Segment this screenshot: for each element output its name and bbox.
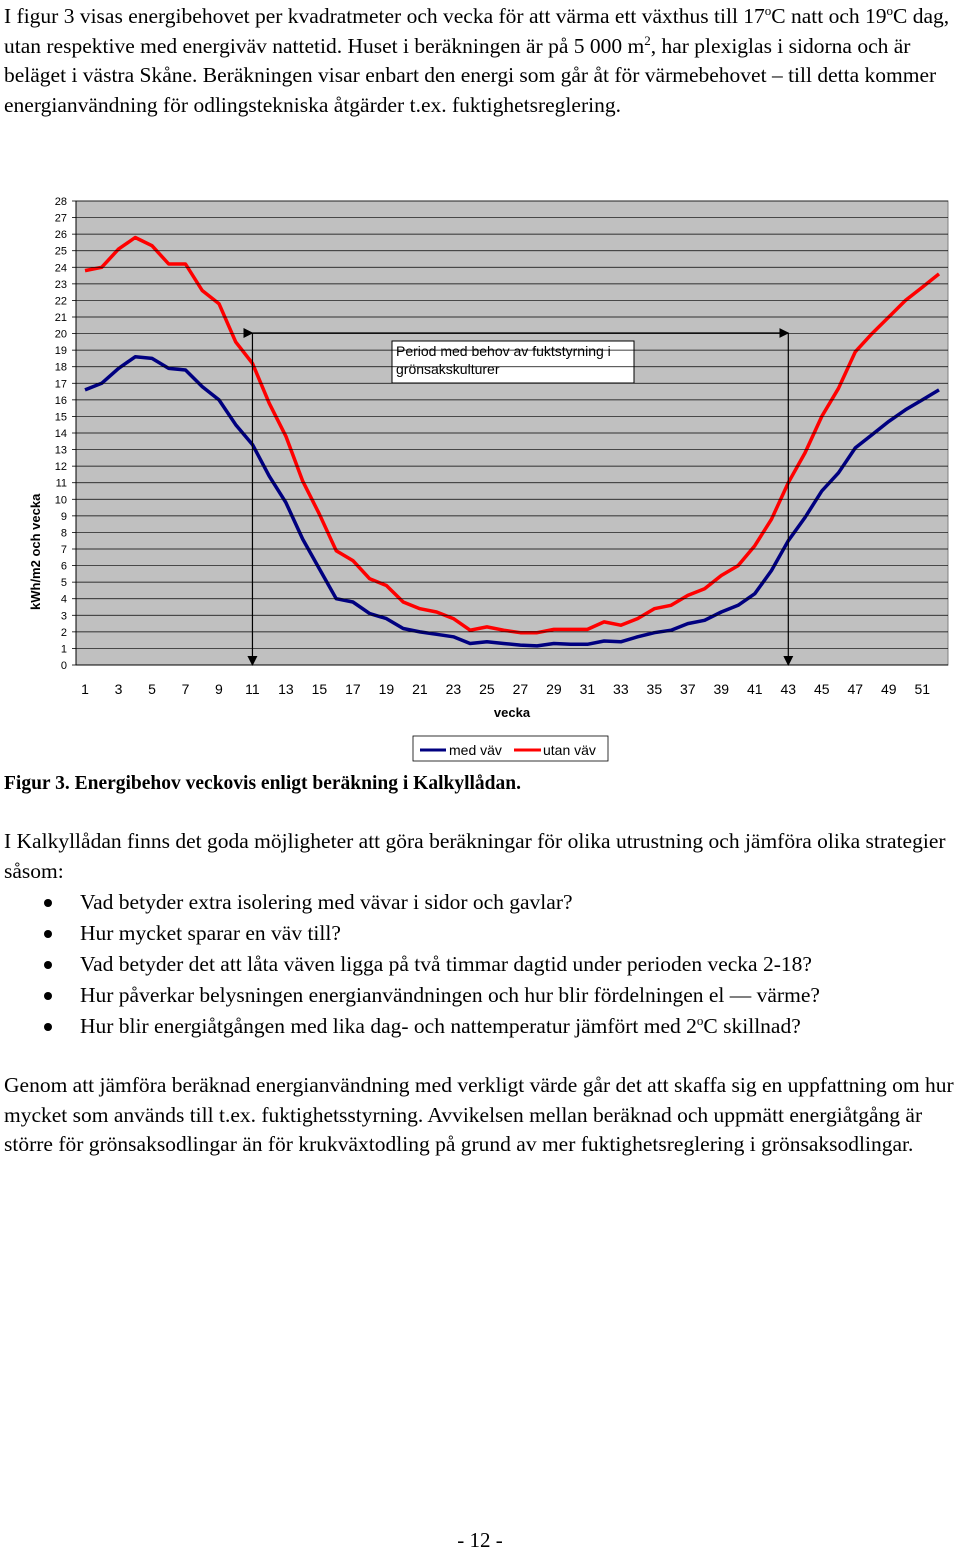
list-item-text: Vad betyder det att låta väven ligga på två timmar dagtid under perioden vecka 2-18? xyxy=(80,952,812,976)
x-tick-label: 13 xyxy=(278,681,294,697)
y-tick-label: 7 xyxy=(60,544,67,556)
x-axis-label: vecka xyxy=(493,705,531,720)
y-tick-label: 18 xyxy=(54,361,67,374)
conclusion-paragraph: Genom att jämföra beräknad energianvändning med verkligt värde går det att skaffa sig en uppfattning om hur mycket som används till t.ex. fuktighetsstyrning. Avvikelsen mellan beräknad och uppmätt energiåtgång är större för grönsaksodlingar än för krukväxtodling på grund av mer fuktighetsreglering i grönsaksodlingar. xyxy=(4,1073,954,1156)
y-tick-label: 8 xyxy=(60,527,67,540)
x-tick-label: 11 xyxy=(245,681,260,697)
y-axis-label: kWh/m2 och vecka xyxy=(28,493,43,610)
x-tick-label: 41 xyxy=(747,681,763,697)
list-item xyxy=(0,918,960,949)
legend xyxy=(413,736,608,761)
list-item xyxy=(0,980,960,1011)
bullet-icon xyxy=(44,1023,52,1031)
superscript: o xyxy=(886,3,894,18)
y-tick-label: 9 xyxy=(60,510,67,523)
y-tick-label: 15 xyxy=(54,411,67,424)
y-tick-label: 22 xyxy=(54,295,67,308)
x-tick-label: 35 xyxy=(646,681,663,697)
y-tick-label: 2 xyxy=(60,626,67,639)
y-tick-label: 26 xyxy=(54,229,67,242)
y-tick-label: 3 xyxy=(60,610,67,623)
y-tick-label: 12 xyxy=(54,461,67,474)
superscript: 2 xyxy=(644,32,651,48)
y-tick-label: 10 xyxy=(54,494,67,507)
y-tick-label: 25 xyxy=(54,245,67,258)
superscript: o xyxy=(696,1013,704,1028)
annotation-box xyxy=(392,341,634,384)
y-tick-label: 19 xyxy=(54,345,67,358)
intro-text-part: , har plexiglas i sidorna och är beläget i västra Skåne. Beräkningen visar enbart den energi som går åt för värmebehovet – till detta kommer energianvändning för odlingstekniska åtgärder t.ex. fuktighetsreglering. xyxy=(4,33,937,117)
x-tick-label: 43 xyxy=(780,681,797,697)
y-tick-label: 5 xyxy=(60,577,67,590)
y-tick-label: 28 xyxy=(54,196,67,208)
x-tick-label: 23 xyxy=(445,681,462,697)
x-tick-label: 3 xyxy=(114,681,123,697)
question-list xyxy=(0,887,960,1042)
x-tick-label: 45 xyxy=(813,681,830,697)
y-tick-label: 13 xyxy=(54,444,67,457)
x-tick-label: 19 xyxy=(378,681,395,697)
x-tick-label: 29 xyxy=(546,681,562,697)
intro-text-part: C dag, utan respektive med energiväv nattetid. Huset i beräkningen är på 5 000 m xyxy=(4,4,950,58)
x-tick-label: 49 xyxy=(880,681,897,697)
list-item xyxy=(0,949,960,980)
x-tick-label: 1 xyxy=(81,681,89,697)
x-tick-label: 39 xyxy=(713,681,730,697)
y-tick-label: 4 xyxy=(60,593,67,606)
x-tick-label: 27 xyxy=(512,681,529,697)
x-tick-label: 47 xyxy=(847,681,864,697)
x-tick-label: 17 xyxy=(345,681,361,697)
legend-label-med-vav: med väv xyxy=(449,742,502,758)
x-tick-label: 51 xyxy=(914,681,931,697)
list-item-text: Vad betyder extra isolering med vävar i sidor och gavlar? xyxy=(80,890,573,914)
list-item-text: C skillnad? xyxy=(703,1014,801,1038)
page-number: - 12 - xyxy=(457,1528,503,1552)
x-tick-label: 33 xyxy=(613,681,629,697)
intro-text-part: I figur 3 visas energibehovet per kvadratmeter och vecka för att värma ett växthus till 17 xyxy=(4,4,765,28)
y-tick-label: 24 xyxy=(54,262,67,275)
x-tick-label: 5 xyxy=(148,681,156,697)
list-item-text: Hur mycket sparar en väv till? xyxy=(80,921,341,945)
bullet-icon xyxy=(44,992,52,1000)
energy-chart xyxy=(0,180,960,780)
intro-paragraph xyxy=(4,2,956,120)
intro-text-part: C natt och 19 xyxy=(771,4,887,28)
y-tick-label: 1 xyxy=(60,643,67,656)
y-tick-label: 11 xyxy=(55,477,67,490)
bullet-icon xyxy=(44,961,52,969)
legend-label-utan-vav: utan väv xyxy=(543,742,596,758)
x-tick-label: 15 xyxy=(311,681,328,697)
x-tick-label: 31 xyxy=(579,681,596,697)
figure-caption: Figur 3. Energibehov veckovis enligt beräkning i Kalkyllådan. xyxy=(4,773,521,794)
y-tick-label: 27 xyxy=(54,212,67,225)
y-tick-label: 23 xyxy=(54,278,67,291)
list-item xyxy=(0,887,960,918)
x-tick-label: 7 xyxy=(181,681,190,697)
list-item-text: Hur påverkar belysningen energianvändningen och hur blir fördelningen el — värme? xyxy=(80,983,820,1007)
x-tick-label: 25 xyxy=(479,681,495,697)
y-tick-label: 6 xyxy=(60,560,67,573)
x-tick-label: 37 xyxy=(680,681,696,697)
x-tick-label: 21 xyxy=(412,681,428,697)
superscript: o xyxy=(764,3,772,18)
y-tick-label: 0 xyxy=(60,660,67,672)
bullet-icon xyxy=(44,899,52,907)
y-tick-label: 16 xyxy=(54,394,67,407)
y-tick-label: 20 xyxy=(54,328,67,341)
list-item xyxy=(0,1011,960,1042)
y-tick-label: 17 xyxy=(54,378,67,391)
list-item-text: Hur blir energiåtgången med lika dag- och nattemperatur jämfört med 2 xyxy=(80,1014,697,1038)
x-tick-label: 9 xyxy=(215,681,223,697)
y-tick-label: 21 xyxy=(54,312,67,324)
body-paragraph: I Kalkyllådan finns det goda möjligheter att göra beräkningar för olika utrustning och jämföra olika strategier såsom: xyxy=(4,829,946,883)
annotation-text: Period med behov av fuktstyrning i grönsakskulturer xyxy=(396,343,611,377)
bullet-icon xyxy=(44,930,52,938)
y-tick-label: 14 xyxy=(54,428,67,440)
